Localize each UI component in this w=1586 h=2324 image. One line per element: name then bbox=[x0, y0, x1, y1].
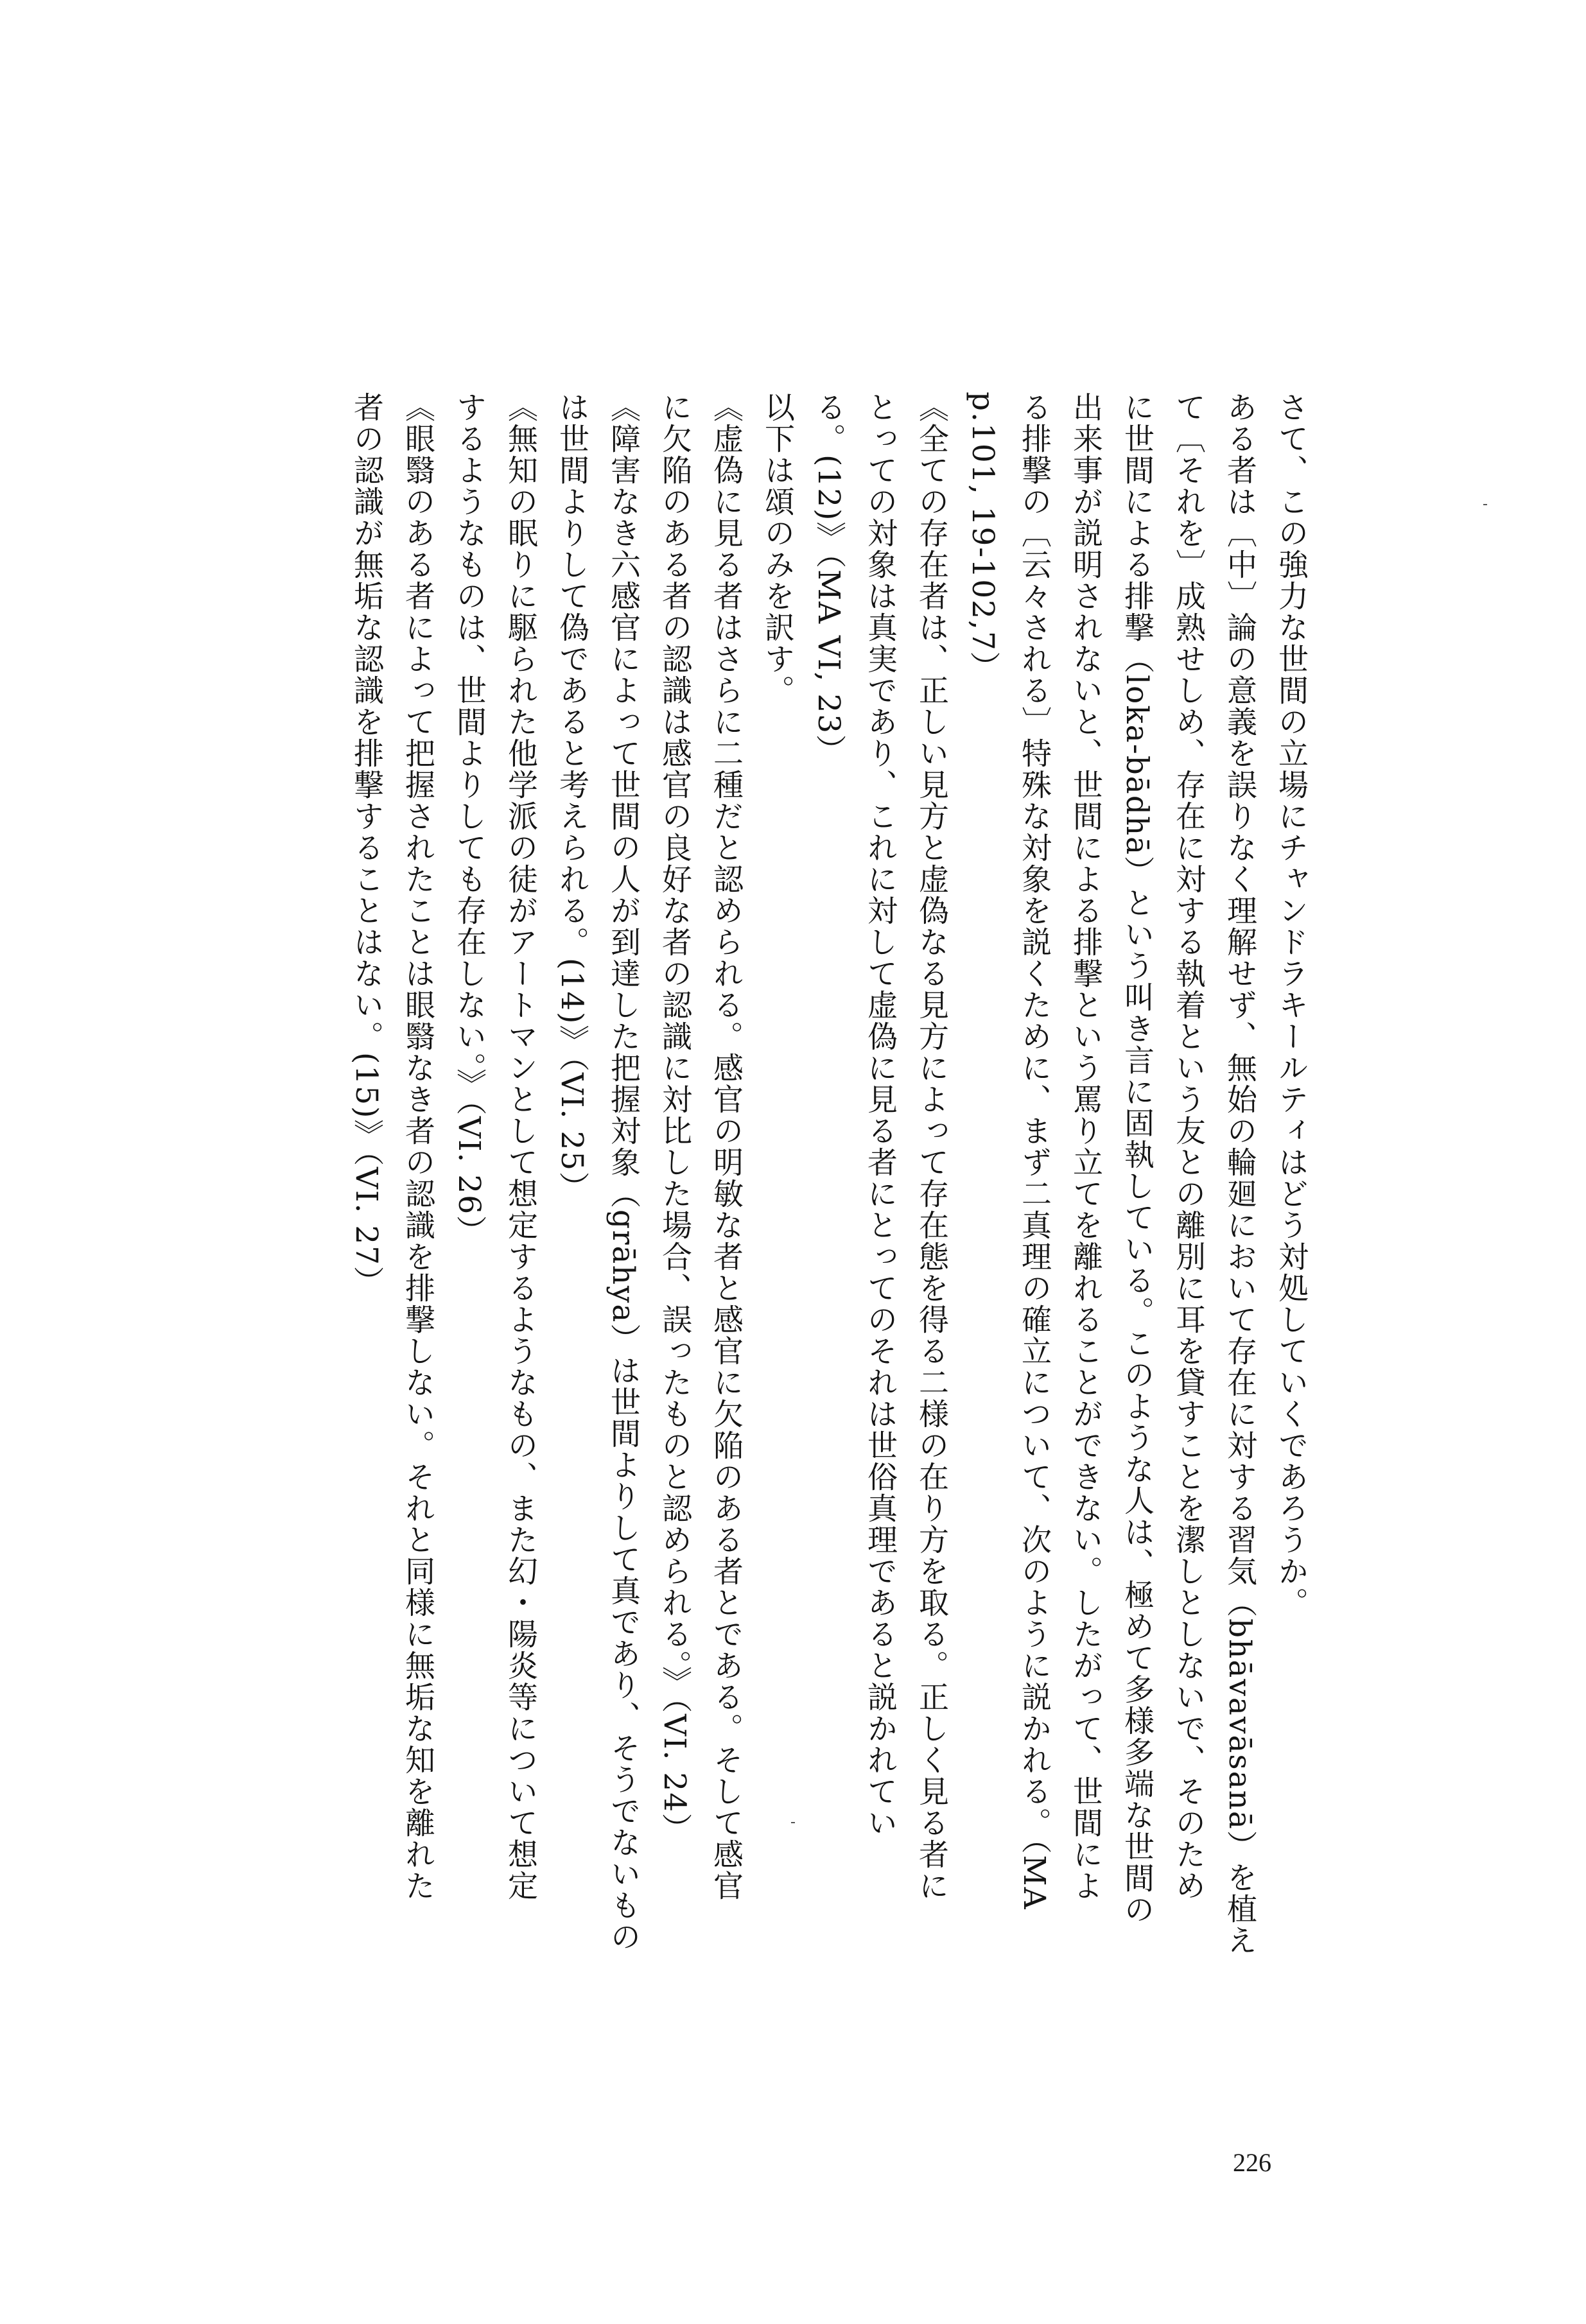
text-line: に世間による排撃（loka-bādhā）という叫き言に固執している。このような人は、極めて多様多端な世間の bbox=[1119, 392, 1155, 1926]
text-line: さて、この強力な世間の立場にチャンドラキールティはどう対処していくであろうか。 bbox=[1273, 392, 1309, 1618]
text-line: 以下は頌のみを訳す。 bbox=[760, 392, 795, 706]
scan-speck bbox=[1483, 504, 1487, 505]
text-line: ある者は〔中〕論の意義を誤りなく理解せず、無始の輪廻において存在に対する習気（bhāvavāsanā）を植え bbox=[1222, 392, 1257, 1956]
body-text bbox=[96, 392, 1316, 1956]
verse-line: る。(12)》（MA VI, 23） bbox=[811, 392, 846, 767]
verse-line: 《虚偽に見る者はさらに二種だと認められる。感官の明敏な者と感官に欠陥のある者とである。そして感官 bbox=[708, 392, 744, 1902]
text-line: 出来事が説明されないと、世間による排撃という罵り立てを離れることができない。したがって、世間によ bbox=[1068, 392, 1103, 1902]
scan-speck bbox=[791, 1822, 795, 1823]
verse-line: 《無知の眠りに駆られた他学派の徒がアートマンとして想定するようなもの、また幻・陽炎等について想定 bbox=[503, 392, 538, 1902]
verse-line: 《眼翳のある者によって把握されたことは眼翳なき者の認識を排撃しない。それと同様に無垢な知を離れた bbox=[400, 392, 435, 1902]
verse-line: とっての対象は真実であり、これに対して虚偽に見る者にとってのそれは世俗真理であると説かれてい bbox=[862, 392, 898, 1839]
page-number: 226 bbox=[1233, 2148, 1271, 2177]
text-line: て〔それを〕成熟せしめ、存在に対する執着という友との離別に耳を貸すことを潔しとしないで、そのため bbox=[1171, 392, 1206, 1902]
verse-line: は世間よりして偽であると考えられる。(14)》（VI. 25） bbox=[554, 392, 589, 1204]
verse-line: 者の認識が無垢な認識を排撃することはない。(15)》（VI. 27） bbox=[349, 392, 384, 1298]
text-line: p.101, 19-102,7） bbox=[965, 392, 1000, 683]
text-line: る排撃の〔云々される〕特殊な対象を説くために、まず二真理の確立について、次のように説かれる。（MA bbox=[1016, 392, 1052, 1911]
verse-line: 《全ての存在者は、正しい見方と虚偽なる見方によって存在態を得る二様の在り方を取る。正しく見る者に bbox=[914, 392, 949, 1902]
verse-line: するようなものは、世間よりしても存在しない。》（VI. 26） bbox=[451, 392, 487, 1247]
verse-line: に欠陥のある者の認識は感官の良好な者の認識に対比した場合、誤ったものと認められる。》（VI. 24） bbox=[657, 392, 692, 1845]
verse-line: 《障害なき六感官によって世間の人が到達した把握対象（grāhya）は世間よりして真であり、そうでないもの bbox=[606, 392, 641, 1953]
